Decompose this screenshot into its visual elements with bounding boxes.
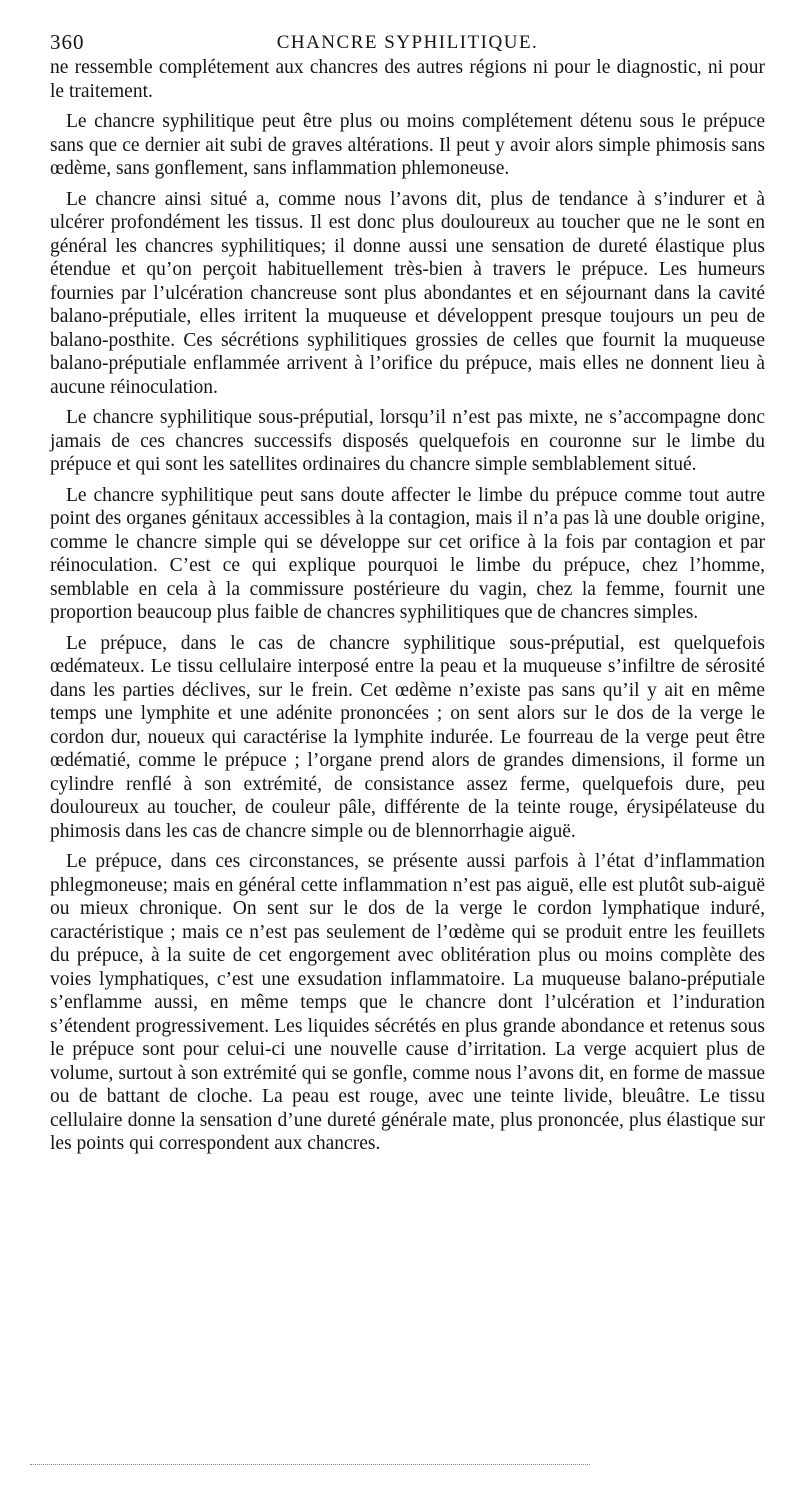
footer-divider (30, 1464, 590, 1465)
body-text (50, 56, 765, 1156)
running-title: CHANCRE SYPHILITIQUE. (276, 32, 539, 53)
paragraph: Le chancre syphilitique peut être plus ou moins complétement détenu sous le prépuce sans que ce dernier ait subi de graves altérations. Il peut y avoir alors simple phimosis sans œdème, sans gonflement, sans inflammation phlemoneuse. (50, 111, 765, 179)
page-number: 360 (50, 30, 85, 54)
paragraph: Le chancre syphilitique peut sans doute affecter le limbe du prépuce comme tout autre point des organes génitaux accessibles à la contagion, mais il n’a pas là une double origine, comme le chancre simple qui se développe sur cet orifice à la fois par contagion et par réinoculation. C’est ce qui explique pourquoi le limbe du prépuce, chez l’homme, semblable en cela à la commissure postérieure du vagin, chez la femme, fournit une proportion beaucoup plus faible de chancres syphilitiques que de chancres simples. (50, 484, 765, 623)
paragraph: Le chancre syphilitique sous-préputial, lorsqu’il n’est pas mixte, ne s’accompagne donc jamais de ces chancres successifs disposés quelquefois en couronne sur le limbe du prépuce et qui sont les satellites ordinaires du chancre simple semblablement situé. (50, 407, 765, 475)
paragraph: Le prépuce, dans le cas de chancre syphilitique sous-préputial, est quelquefois œdémateux. Le tissu cellulaire interposé entre la peau et la muqueuse s’infiltre de sérosité dans les parties déclives, sur le frein. Cet œdème n’existe pas sans qu’il y ait en même temps une lymphite et une adénite prononcées ; on sent alors sur le dos de la verge le cordon dur, noueux qui caractérise la lymphite indurée. Le fourreau de la verge peut être œdématié, comme le prépuce ; l’organe prend alors de grandes dimensions, il forme un cylindre renflé à son extrémité, de consistance assez ferme, quelquefois dure, peu douloureux au toucher, de couleur pâle, différente de la teinte rouge, érysipélateuse du phimosis dans les cas de chancre simple ou de blennorrhagie aiguë. (50, 632, 765, 842)
paragraph-continuation: ne ressemble complétement aux chancres des autres régions ni pour le diagnostic, ni pour le traitement. (50, 57, 765, 102)
paragraph: Le prépuce, dans ces circonstances, se présente aussi parfois à l’état d’inflammation phlegmoneuse; mais en général cette inflammation n’est pas aiguë, elle est plutôt sub-aiguë ou mieux chronique. On sent sur le dos de la verge le cordon lymphatique induré, caractéristique ; mais ce n’est pas seulement de l’œdème qui se produit entre les feuillets du prépuce, à la suite de cet engorgement avec oblitération plus ou moins complète des voies lymphatiques, c’est une exsudation inflammatoire. La muqueuse balano-préputiale s’enflamme aussi, en même temps que le chancre dont l’ulcération et l’induration s’étendent progressivement. Les liquides sécrétés en plus grande abondance et retenus sous le prépuce sont pour celui-ci une nouvelle cause d’irritation. La verge acquiert plus de volume, surtout à son extrémité qui se gonfle, comme nous l’avons dit, en forme de massue ou de battant de cloche. La peau est rouge, avec une teinte livide, bleuâtre. Le tissu cellulaire donne la sensation d’une dureté générale mate, plus prononcée, plus élastique sur les points qui correspondent aux chancres. (50, 851, 765, 1154)
book-page (50, 28, 765, 1163)
paragraph: Le chancre ainsi situé a, comme nous l’avons dit, plus de tendance à s’indurer et à ulcérer profondément les tissus. Il est donc plus douloureux au toucher que ne le sont en général les chancres syphilitiques; il donne aussi une sensation de dureté élastique plus étendue et qu’on perçoit habituellement très-bien à travers le prépuce. Les humeurs fournies par l’ulcération chancreuse sont plus abondantes et en séjournant dans la cavité balano-préputiale, elles irritent la muqueuse et développent presque toujours un peu de balano-posthite. Ces sécrétions syphilitiques grossies de celles que fournit la muqueuse balano-préputiale enflammée arrivent à l’orifice du prépuce, mais elles ne donnent lieu à aucune réinoculation. (50, 188, 765, 398)
running-head (50, 28, 765, 56)
